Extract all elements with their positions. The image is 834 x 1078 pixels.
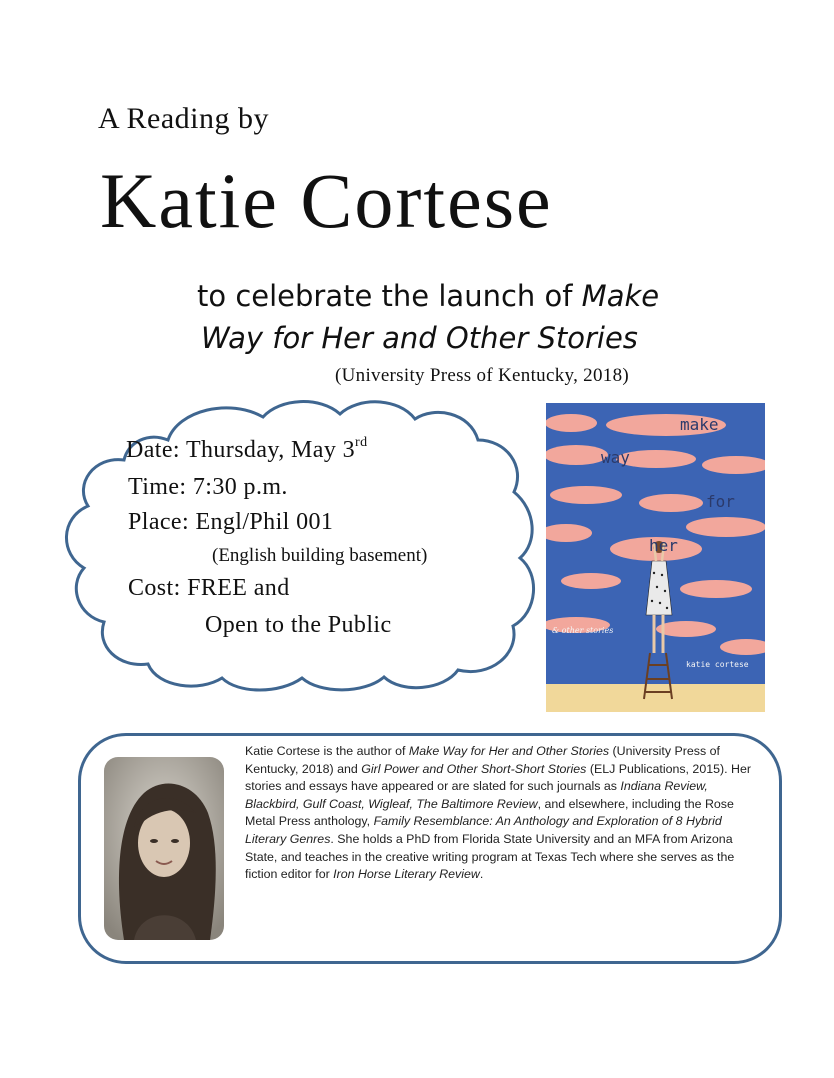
cover-word-her: her <box>649 536 678 555</box>
event-cost-line-2: Open to the Public <box>205 612 392 638</box>
publisher-line: (University Press of Kentucky, 2018) <box>335 365 629 386</box>
bio-text: , and elsewhere, including the Rose Metal Press anthology, <box>245 796 734 829</box>
bio-text: (ELJ Publications, 2015). Her stories and essays have appeared or are slated for such journals as <box>245 761 751 794</box>
bio-book-title: Girl Power and Other Short-Short Stories <box>361 761 587 776</box>
author-name: Katie Cortese <box>100 157 553 244</box>
book-title-part-1: Make <box>581 279 660 313</box>
bio-text: (University Press of Kentucky, 2018) and <box>245 744 720 776</box>
event-date <box>126 437 368 464</box>
event-cost: Cost: FREE and <box>128 575 290 601</box>
date-text: Date: Thursday, May 3 <box>126 437 356 463</box>
place-note: (English building basement) <box>212 545 428 566</box>
launch-line-1 <box>197 279 659 313</box>
book-cover-image <box>546 403 765 712</box>
author-portrait <box>104 757 224 940</box>
cover-word-make: make <box>680 415 719 434</box>
pre-title: A Reading by <box>98 102 269 135</box>
bio-text: . <box>479 867 484 882</box>
launch-prefix: to celebrate the launch of <box>197 279 582 313</box>
bio-book-title: Make Way for Her and Other Stories <box>408 744 610 758</box>
bio-text: Katie Cortese is the author of <box>245 744 409 758</box>
event-time: Time: 7:30 p.m. <box>128 474 288 500</box>
book-title-part-2: Way for Her and Other Stories <box>201 321 638 355</box>
date-ordinal: rd <box>355 435 368 450</box>
bio-paragraph <box>245 743 765 884</box>
bio-journal-title: Iron Horse Literary Review <box>333 867 480 882</box>
event-place: Place: Engl/Phil 001 <box>128 509 334 535</box>
bio-anthology-title: Family Resemblance: An Anthology and Exploration of 8 Hybrid Literary Genres <box>245 814 722 846</box>
cover-author: katie cortese <box>686 660 749 669</box>
cover-word-for: for <box>706 492 735 511</box>
author-bio <box>245 743 765 884</box>
bio-text: . She holds a PhD from Florida State University and an MFA from Arizona State, and teaches in the creative writing program at Texas Tech where she serves as the fiction editor for <box>245 831 735 882</box>
cover-word-way: way <box>601 448 630 467</box>
bio-journals: Indiana Review, Blackbird, Gulf Coast, Wigleaf, The Baltimore Review <box>245 779 708 811</box>
cover-subtitle: & other stories <box>552 626 614 635</box>
